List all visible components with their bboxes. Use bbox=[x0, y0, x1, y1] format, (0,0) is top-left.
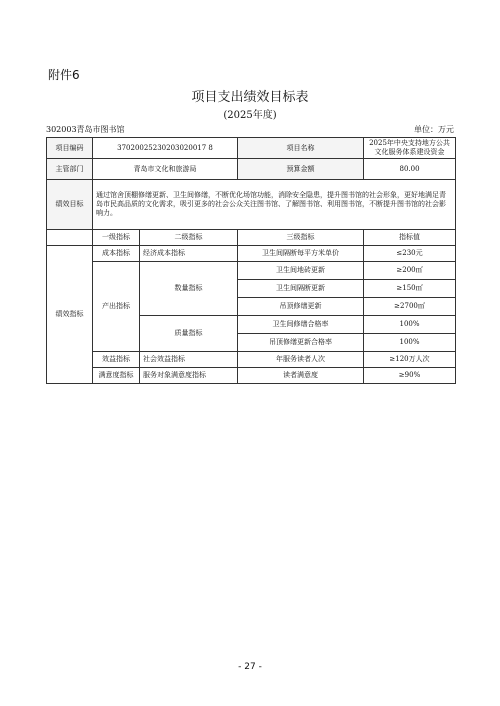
value-cell: ≥120万人次 bbox=[364, 352, 456, 368]
value-cell: ≥200㎡ bbox=[364, 262, 456, 280]
level3-cell: 卫生间地砖更新 bbox=[238, 262, 364, 280]
value-cell: ≥2700㎡ bbox=[364, 298, 456, 316]
dept-label: 主管部门 bbox=[47, 159, 93, 180]
table-row bbox=[47, 262, 456, 280]
level1-cell: 效益指标 bbox=[93, 352, 140, 368]
project-name-label: 项目名称 bbox=[238, 138, 364, 159]
value-cell: 100% bbox=[364, 316, 456, 334]
level1-cell: 满意度指标 bbox=[93, 368, 140, 384]
budget-value: 80.00 bbox=[364, 159, 456, 180]
page-title: 项目支出绩效目标表 bbox=[191, 90, 309, 105]
dept-value: 青岛市文化和旅游局 bbox=[93, 159, 238, 180]
value-cell: 100% bbox=[364, 334, 456, 352]
header-blank-cell bbox=[47, 230, 93, 246]
table-header-row bbox=[47, 230, 456, 246]
indicators-section-label: 绩效指标 bbox=[47, 246, 93, 384]
level3-cell: 读者满意度 bbox=[238, 368, 364, 384]
unit-code: 302003青岛市图书馆 bbox=[46, 125, 125, 134]
unit-label: 单位：万元 bbox=[414, 125, 454, 134]
level3-cell: 吊顶修缮更新 bbox=[238, 298, 364, 316]
performance-table bbox=[46, 137, 456, 384]
level3-cell: 卫生间修缮合格率 bbox=[238, 316, 364, 334]
project-code-value: 37020025230203020017 8 bbox=[93, 138, 238, 159]
table-row bbox=[47, 180, 456, 230]
page-number: - 27 - bbox=[238, 662, 262, 672]
level3-cell: 卫生间隔断每平方米单价 bbox=[238, 246, 364, 262]
goal-text: 通过馆舍顶棚修缮更新、卫生间修缮，不断优化场馆功能，消除安全隐患，提升图书馆的社会形象，更好地满足青岛市民高品质的文化需求，吸引更多的社会公众关注图书馆、了解图书馆、利用图书馆，不断提升图书馆的社会影响力。 bbox=[93, 180, 456, 230]
level2-cell: 数量指标 bbox=[140, 262, 238, 316]
value-cell: ≤230元 bbox=[364, 246, 456, 262]
column-header: 指标值 bbox=[364, 230, 456, 246]
level3-cell: 吊顶修缮更新合格率 bbox=[238, 334, 364, 352]
level1-cell: 成本指标 bbox=[93, 246, 140, 262]
level3-cell: 卫生间隔断更新 bbox=[238, 280, 364, 298]
project-code-label: 项目编码 bbox=[47, 138, 93, 159]
table-row bbox=[47, 138, 456, 159]
column-header: 一级指标 bbox=[93, 230, 140, 246]
level2-cell: 社会效益指标 bbox=[140, 352, 238, 368]
goal-label: 绩效目标 bbox=[47, 180, 93, 230]
value-cell: ≥150㎡ bbox=[364, 280, 456, 298]
column-header: 三级指标 bbox=[238, 230, 364, 246]
table-row bbox=[47, 159, 456, 180]
page-subtitle: (2025年度) bbox=[223, 110, 277, 121]
table-row bbox=[47, 246, 456, 262]
table-row bbox=[47, 368, 456, 384]
level2-cell: 质量指标 bbox=[140, 316, 238, 352]
level3-cell: 年服务读者人次 bbox=[238, 352, 364, 368]
level1-cell: 产出指标 bbox=[93, 262, 140, 352]
column-header: 二级指标 bbox=[140, 230, 238, 246]
level2-cell: 经济成本指标 bbox=[140, 246, 238, 262]
table-row bbox=[47, 352, 456, 368]
budget-label: 预算金额 bbox=[238, 159, 364, 180]
project-name-value: 2025年中央支持地方公共文化服务体系建设资金 bbox=[364, 138, 456, 159]
value-cell: ≥90% bbox=[364, 368, 456, 384]
level2-cell: 服务对象满意度指标 bbox=[140, 368, 238, 384]
attachment-label: 附件6 bbox=[48, 68, 80, 82]
